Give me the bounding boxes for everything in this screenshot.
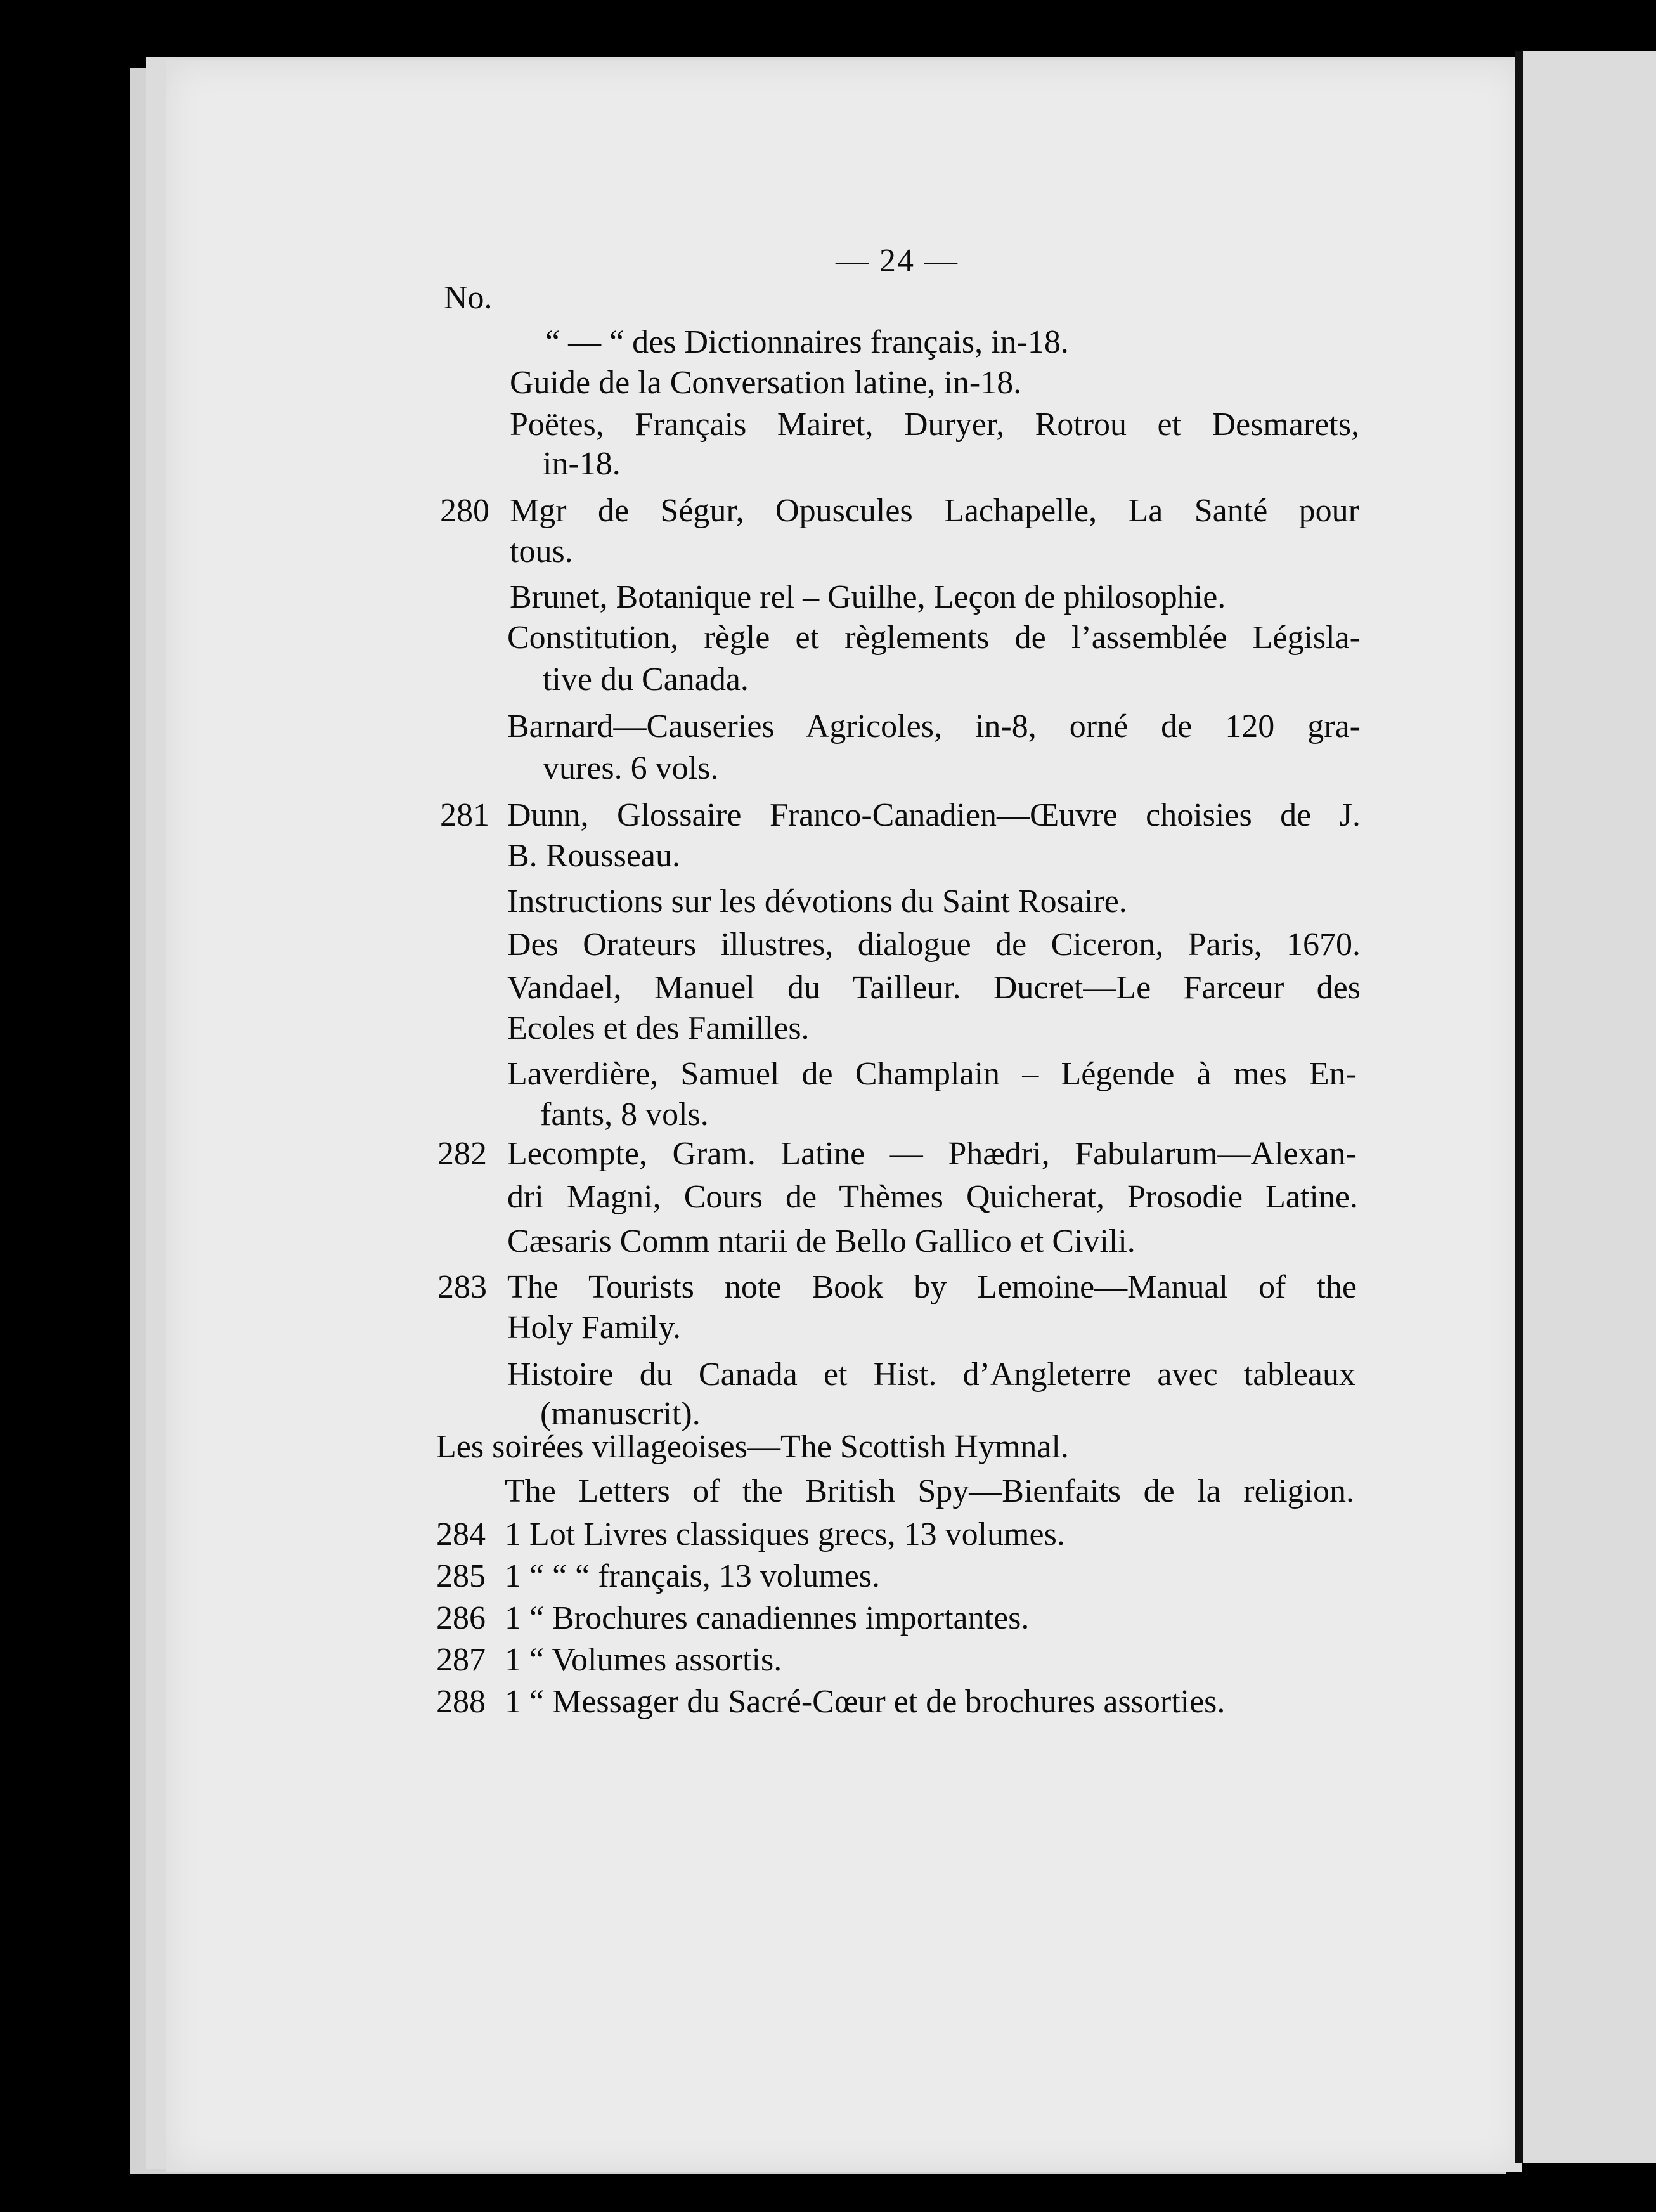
text-line: 1 “ Brochures canadiennes importantes. [505, 1600, 1030, 1636]
text-line: vures. 6 vols. [543, 750, 719, 786]
text-line: fants, 8 vols. [540, 1096, 709, 1133]
text-line: Constitution, règle et règlements de l’assemblée Législa- [507, 620, 1361, 656]
text-line: dri Magni, Cours de Thèmes Quicherat, Prosodie Latine. [507, 1179, 1358, 1215]
text-line: Histoire du Canada et Hist. d’Angleterre avec tableaux [507, 1356, 1355, 1393]
entry-number: 285 [436, 1558, 486, 1594]
number-column-heading: No. [444, 280, 493, 316]
text-line: tous. [510, 533, 573, 569]
text-line: Holy Family. [507, 1310, 681, 1346]
text-line: 1 “ Messager du Sacré-Cœur et de brochures assorties. [505, 1684, 1226, 1720]
page-number: — 24 — [836, 243, 959, 279]
text-line: B. Rousseau. [507, 838, 680, 874]
text-line: Laverdière, Samuel de Champlain – Légende à mes En- [507, 1056, 1357, 1092]
entry-number: 281 [440, 797, 489, 833]
text-line: Brunet, Botanique rel – Guilhe, Leçon de philosophie. [510, 579, 1226, 615]
text-line: tive du Canada. [543, 661, 749, 698]
text-line: Dunn, Glossaire Franco-Canadien—Œuvre choisies de J. [507, 797, 1361, 833]
entry-number: 282 [437, 1136, 487, 1172]
entry-number: 284 [436, 1516, 486, 1552]
entry-number: 286 [436, 1600, 486, 1636]
text-line: “ — “ des Dictionnaires français, in-18. [545, 324, 1069, 360]
text-line: 1 Lot Livres classiques grecs, 13 volumes. [505, 1516, 1065, 1552]
text-line: Lecompte, Gram. Latine — Phædri, Fabularum—Alexan- [507, 1136, 1357, 1172]
text-line: in-18. [543, 446, 621, 482]
text-line: Les soirées villageoises—The Scottish Hymnal. [436, 1429, 1069, 1465]
entry-number: 288 [436, 1684, 486, 1720]
text-line: The Letters of the British Spy—Bienfaits de la religion. [505, 1473, 1354, 1509]
text-line: Mgr de Ségur, Opuscules Lachapelle, La Santé pour [510, 493, 1359, 529]
entry-number: 287 [436, 1642, 486, 1678]
text-line: (manuscrit). [540, 1396, 701, 1432]
text-line: Barnard—Causeries Agricoles, in-8, orné de 120 gra- [507, 708, 1361, 745]
text-line: Ecoles et des Familles. [507, 1010, 810, 1046]
text-line: Guide de la Conversation latine, in-18. [510, 365, 1022, 401]
text-line: Poëtes, Français Mairet, Duryer, Rotrou et Desmarets, [510, 407, 1359, 443]
text-line: The Tourists note Book by Lemoine—Manual of the [507, 1269, 1357, 1305]
text-line: Instructions sur les dévotions du Saint Rosaire. [507, 883, 1127, 920]
page-edge [1515, 51, 1523, 2163]
text-line: Des Orateurs illustres, dialogue de Ciceron, Paris, 1670. [507, 927, 1361, 963]
text-line: Vandael, Manuel du Tailleur. Ducret—Le Farceur des [507, 970, 1361, 1006]
adjacent-page [1523, 51, 1656, 2163]
entry-number: 280 [440, 493, 489, 529]
text-line: 1 “ Volumes assortis. [505, 1642, 782, 1678]
entry-number: 283 [437, 1269, 487, 1305]
text-line: Cæsaris Comm ntarii de Bello Gallico et Civili. [507, 1223, 1135, 1259]
text-line: 1 “ “ “ français, 13 volumes. [505, 1558, 881, 1594]
